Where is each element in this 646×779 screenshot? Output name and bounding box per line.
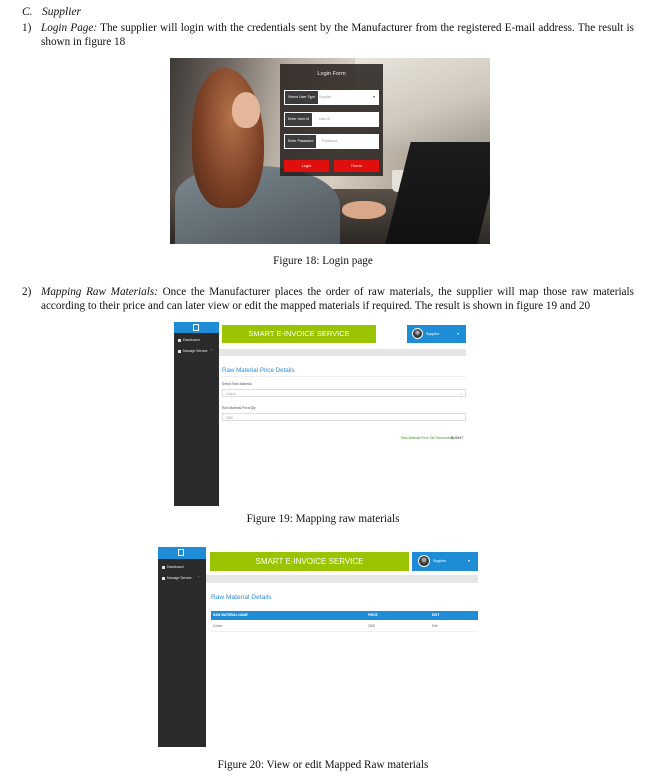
login-form — [280, 64, 383, 176]
edit-link[interactable]: Edit — [432, 624, 438, 628]
cell-price: 2000 — [368, 624, 376, 628]
price-qty-field[interactable] — [222, 413, 466, 421]
toolbar-strip — [206, 575, 478, 583]
chevron-down-icon: ▾ — [457, 331, 460, 336]
sidebar-item-dashboard[interactable] — [178, 338, 200, 342]
item-number: 1) — [22, 22, 32, 34]
figure-20-caption: Figure 20: View or edit Mapped Raw materials — [217, 759, 429, 771]
user-type-label: Select User Type — [285, 91, 318, 104]
figure-18-caption: Figure 18: Login page — [273, 255, 373, 267]
sidebar-header — [174, 322, 219, 333]
user-name: Supplier — [433, 559, 447, 563]
item-title: Mapping Raw Materials: — [41, 286, 158, 298]
password-field[interactable] — [284, 134, 379, 149]
login-button[interactable]: Login — [284, 160, 329, 172]
user-id-label: Enter User Id — [285, 113, 312, 126]
menu-icon[interactable] — [178, 549, 184, 556]
login-form-title: Login Form — [317, 71, 346, 77]
page-title: Raw Material Price Details — [222, 367, 295, 374]
section-heading — [22, 6, 81, 18]
laptop — [385, 142, 490, 244]
submit-button[interactable]: SUBMIT — [451, 436, 464, 440]
table-header — [211, 611, 478, 620]
menu-icon[interactable] — [193, 324, 199, 331]
figure-19-caption: Figure 19: Mapping raw materials — [246, 513, 400, 525]
figure-18-login-screenshot — [170, 58, 490, 244]
app-banner: SMART E-INVOICE SERVICE — [210, 552, 409, 571]
sidebar-header — [158, 547, 206, 559]
paragraph-login-page — [22, 21, 634, 49]
select-raw-material-label: Select Raw Material — [222, 382, 252, 386]
chevron-right-icon: › — [198, 575, 200, 579]
sidebar-item-label: Dashboard — [183, 338, 200, 342]
avatar — [412, 328, 423, 339]
sidebar — [174, 322, 219, 506]
price-qty-label: Raw Material Price/Qty — [222, 406, 256, 410]
cell-raw-material-name: Cotton — [213, 624, 223, 628]
sidebar-item-manage-service[interactable] — [178, 349, 208, 353]
password-label: Enter Password — [285, 135, 316, 148]
user-type-value: Supplier — [319, 95, 332, 99]
section-label: C. — [22, 6, 33, 18]
chevron-right-icon: › — [211, 348, 213, 352]
item-text: The supplier will login with the credentials sent by the Manufacturer from the registered E-mail address. The result is shown in figure 18 — [41, 22, 635, 48]
column-header: RAW MATERIAL NAME — [213, 613, 248, 617]
user-menu[interactable] — [412, 552, 478, 571]
person-face — [232, 92, 260, 128]
figure-20-screenshot — [158, 547, 478, 747]
toolbar-strip — [219, 349, 466, 356]
app-banner: SMART E-INVOICE SERVICE — [222, 325, 376, 343]
item-number: 2) — [22, 286, 32, 298]
user-id-field[interactable] — [284, 112, 379, 127]
paragraph-mapping-raw-materials — [22, 285, 634, 313]
divider — [222, 376, 466, 377]
raw-material-select-value: Cotton — [226, 392, 236, 396]
file-icon — [178, 350, 181, 353]
home-button[interactable]: Home — [334, 160, 379, 172]
user-menu[interactable] — [407, 325, 466, 343]
home-icon — [178, 339, 181, 342]
home-icon — [162, 566, 165, 569]
sidebar-item-manage-service[interactable] — [162, 576, 192, 580]
sidebar-item-label: Manage Service — [183, 349, 208, 353]
section-title: Supplier — [42, 6, 81, 18]
chevron-down-icon: ⌄ — [459, 392, 463, 396]
sidebar-item-label: Dashboard — [167, 565, 184, 569]
item-title: Login Page: — [41, 22, 98, 34]
raw-material-select[interactable] — [222, 389, 466, 397]
column-header: EDIT — [432, 613, 440, 617]
sidebar — [158, 547, 206, 747]
person-hand — [342, 201, 386, 219]
price-qty-value: 2000 — [226, 416, 234, 420]
sidebar-item-label: Manage Service — [167, 576, 192, 580]
person-hair — [192, 68, 264, 208]
row-divider — [211, 631, 478, 632]
avatar — [418, 555, 430, 567]
chevron-down-icon — [373, 96, 375, 98]
user-name: Supplier — [426, 332, 440, 336]
user-id-placeholder: User Id — [319, 117, 330, 121]
password-placeholder: Password — [322, 139, 337, 143]
user-type-select[interactable] — [284, 90, 379, 105]
sidebar-item-dashboard[interactable] — [162, 565, 184, 569]
file-icon — [162, 577, 165, 580]
figure-19-screenshot — [174, 322, 466, 506]
chevron-down-icon: ▾ — [468, 558, 471, 563]
page-title: Raw Material Details — [211, 594, 272, 601]
item-text: Once the Manufacturer places the order of raw materials, the supplier will map those raw materials according to their price and can later view or edit the mapped materials if required. The result is shown in figure 19 and 20 — [41, 286, 634, 312]
column-header: PRICE — [368, 613, 378, 617]
success-message: Raw Material Price Set Successfully — [401, 436, 454, 440]
